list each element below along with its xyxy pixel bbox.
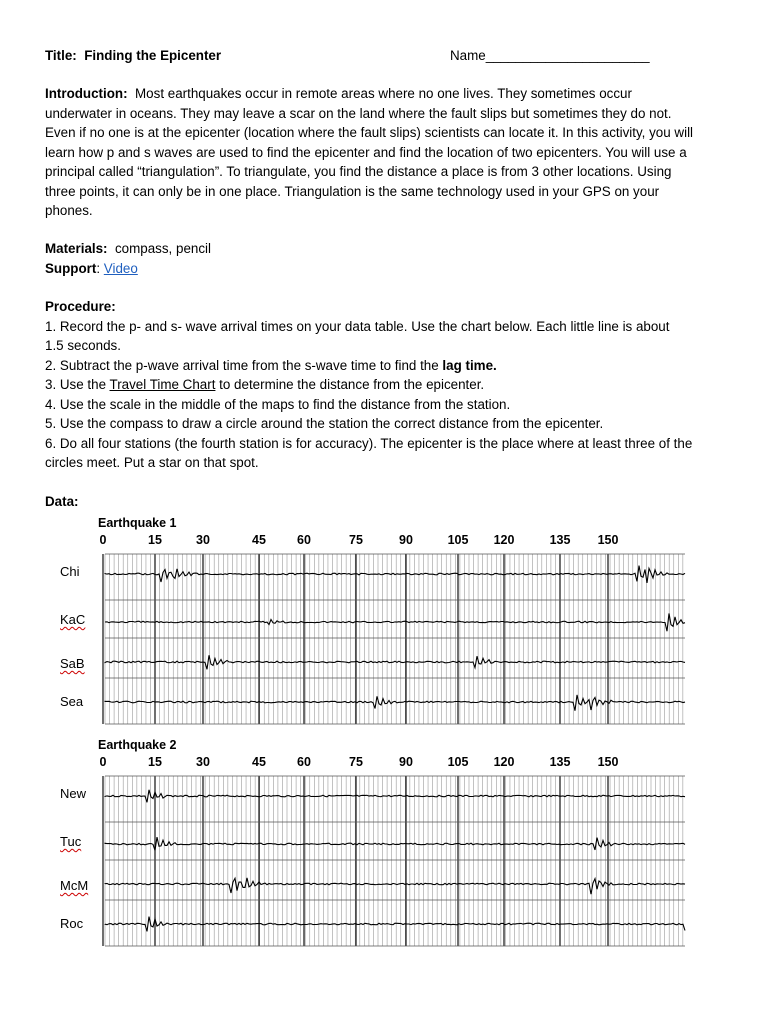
seismic-trace	[105, 878, 685, 894]
materials-label: Materials:	[45, 241, 108, 256]
lag-time-term: lag time.	[442, 358, 497, 373]
tick-label: 60	[297, 533, 311, 547]
seismic-trace	[105, 613, 685, 631]
materials-line	[45, 239, 211, 259]
procedure-step-3-text-c: to determine the distance from the epicenter.	[215, 377, 485, 392]
procedure-step-2-text: 2. Subtract the p-wave arrival time from the s-wave time to find the	[45, 358, 443, 373]
data-label: Data:	[45, 494, 79, 509]
station-label: Roc	[60, 916, 84, 931]
tick-label: 135	[549, 533, 571, 547]
procedure-label: Procedure:	[45, 299, 116, 314]
tick-label: 45	[252, 533, 266, 547]
intro-line-6: three points, it can only be in one place. Triangulation is the same technology used in your GPS on your	[45, 184, 660, 199]
tick-label: 45	[252, 755, 266, 769]
support-label: Support	[45, 261, 97, 276]
tick-label: 0	[99, 755, 107, 769]
procedure-step-1b: 1.5 seconds.	[45, 338, 121, 353]
seismic-trace	[105, 917, 685, 932]
page-title: Finding the Epicenter	[84, 48, 222, 63]
title-line	[45, 46, 221, 66]
procedure-step-6a: 6. Do all four stations (the fourth station is for accuracy). The epicenter is the place where at least three of the	[45, 436, 693, 451]
tick-label: 75	[349, 533, 363, 547]
seismic-trace	[105, 655, 685, 669]
intro-line-2: underwater in oceans. They may leave a scar on the land where the fault slips but sometimes they do not.	[45, 106, 672, 121]
tick-label: 0	[99, 533, 107, 547]
intro-label: Introduction:	[45, 86, 128, 101]
procedure-step-1a: 1. Record the p- and s- wave arrival times on your data table. Use the chart below. Each little line is about	[45, 319, 670, 334]
intro-line-4: learn how p and s waves are used to find the epicenter and find the location of two epicenters. You will use a	[45, 145, 687, 160]
seismic-trace	[105, 790, 685, 803]
tick-label: 15	[148, 533, 162, 547]
intro-line-1	[45, 84, 632, 104]
procedure-step-3	[45, 375, 484, 395]
procedure-step-5: 5. Use the compass to draw a circle around the station the correct distance from the epicenter.	[45, 416, 604, 431]
station-label: SaB	[60, 656, 85, 671]
travel-time-chart-ref: Travel Time Chart	[109, 377, 216, 392]
tick-label: 120	[493, 755, 515, 769]
support-colon: :	[96, 261, 101, 276]
procedure-step-4: 4. Use the scale in the middle of the maps to find the distance from the station.	[45, 397, 511, 412]
station-label: KaC	[60, 612, 86, 627]
procedure-step-3-text-a: 3. Use the	[45, 377, 110, 392]
tick-label: 150	[597, 755, 619, 769]
seismic-trace	[105, 695, 685, 711]
procedure-step-2	[45, 356, 497, 376]
station-label: McM	[60, 878, 89, 893]
tick-label: 90	[399, 755, 413, 769]
tick-label: 60	[297, 755, 311, 769]
title-label: Title:	[45, 48, 77, 63]
seismogram-title: Earthquake 1	[98, 516, 177, 530]
name-field[interactable]: Name______________________	[450, 48, 650, 63]
support-line	[45, 259, 138, 279]
station-label: Chi	[60, 564, 80, 579]
procedure-step-6b: circles meet. Put a star on that spot.	[45, 455, 259, 470]
tick-label: 90	[399, 533, 413, 547]
station-label: Tuc	[60, 834, 82, 849]
seismogram-earthquake-1	[45, 514, 695, 726]
materials-text: compass, pencil	[114, 241, 211, 256]
tick-label: 105	[447, 533, 469, 547]
tick-label: 30	[196, 755, 210, 769]
seismic-trace	[105, 837, 685, 850]
seismogram-title: Earthquake 2	[98, 738, 177, 752]
station-label: New	[60, 786, 87, 801]
intro-line-7: phones.	[45, 203, 93, 218]
intro-line-5: principal called “triangulation”. To triangulate, you find the distance a place is from 3 other locations. Using	[45, 164, 672, 179]
tick-label: 120	[493, 533, 515, 547]
tick-label: 135	[549, 755, 571, 769]
tick-label: 15	[148, 755, 162, 769]
intro-text-1: Most earthquakes occur in remote areas where no one lives. They sometimes occur	[135, 86, 632, 101]
tick-label: 30	[196, 533, 210, 547]
tick-label: 75	[349, 755, 363, 769]
seismogram-earthquake-2	[45, 736, 695, 948]
tick-label: 150	[597, 533, 619, 547]
video-link[interactable]: Video	[103, 261, 138, 276]
tick-label: 105	[447, 755, 469, 769]
intro-line-3: Even if no one is at the epicenter (location where the fault slips) scientists can locate it. In this activity, you will	[45, 125, 694, 140]
seismic-trace	[105, 566, 685, 583]
station-label: Sea	[60, 694, 84, 709]
